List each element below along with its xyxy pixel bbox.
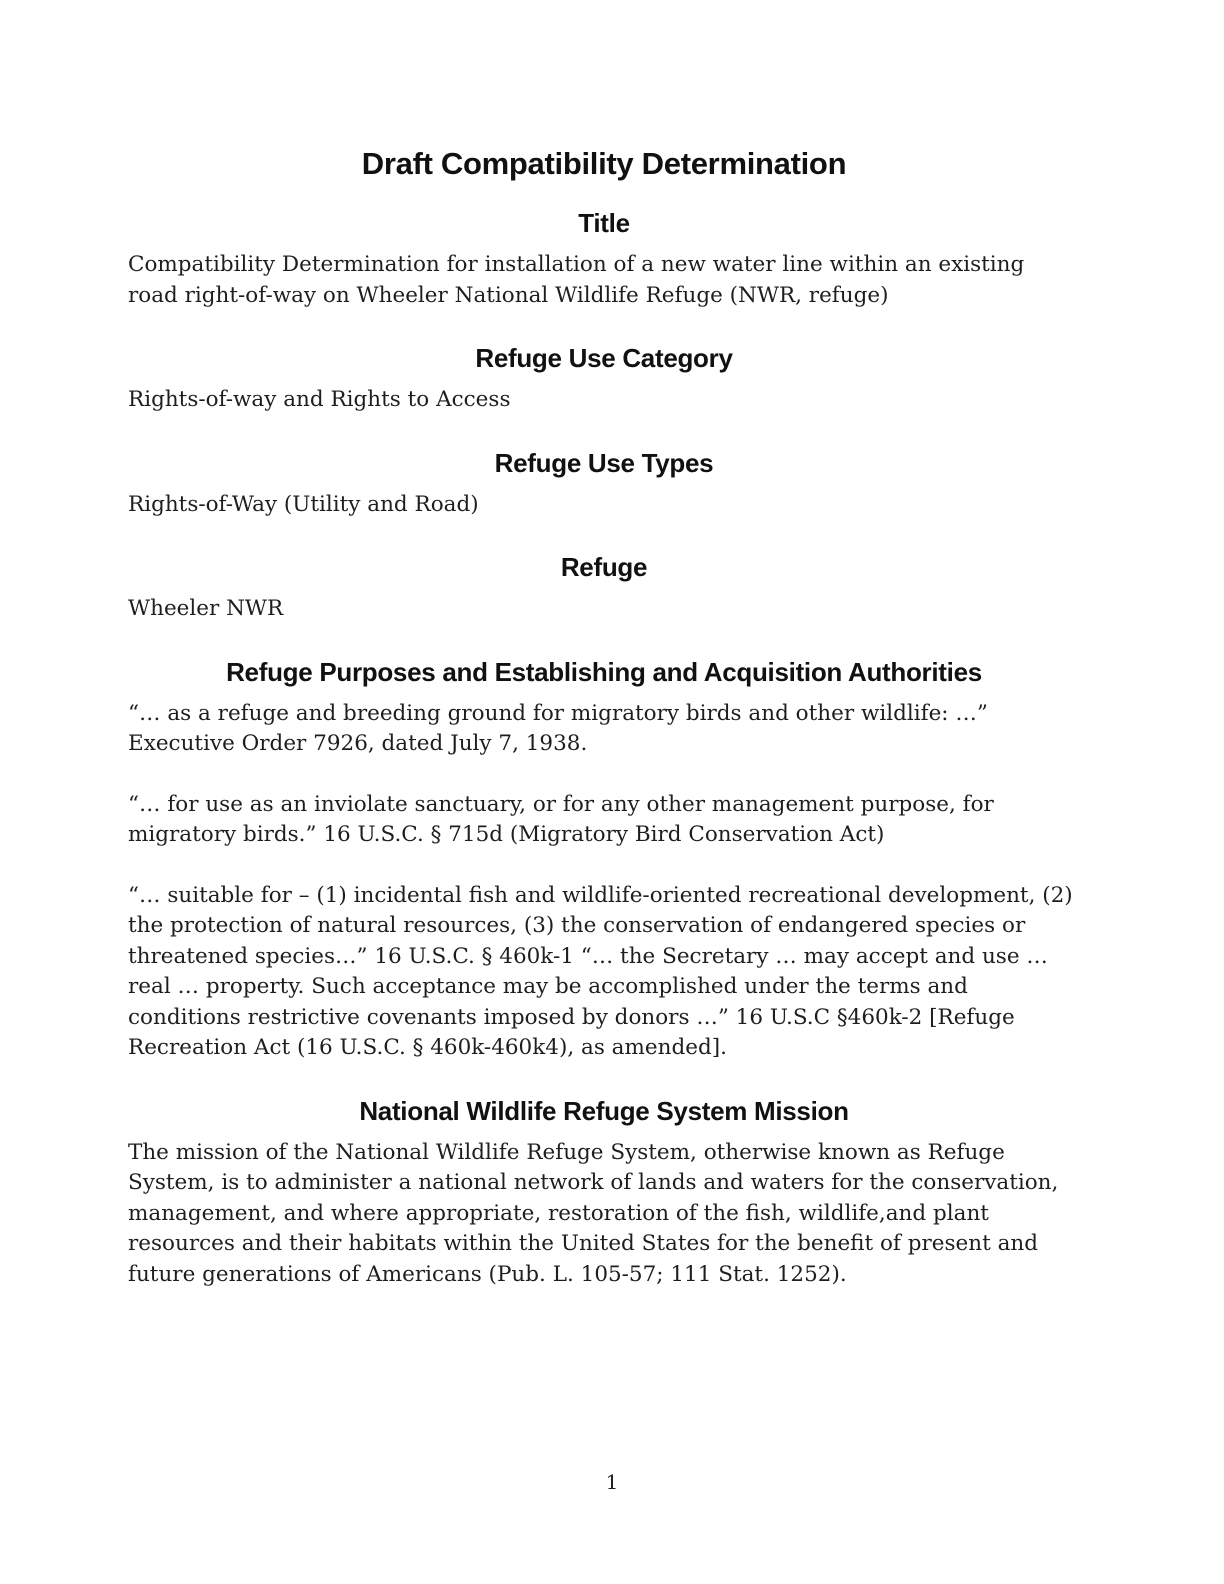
section-heading: Refuge [560,552,648,582]
section-paragraph: Wheeler NWR [128,596,284,621]
section-heading: Title [578,208,630,238]
section-heading: Refuge Use Category [475,343,733,373]
section-paragraph: “… suitable for – (1) incidental fish and wildlife-oriented recreational development, (2) the protection of natural resources, (3) the conservation of endangered species or threatened species…” 16 U.S.C. § 460k-1 “… the Secretary … may accept and use …real … property. Such acceptance may be accomplished under the terms and conditions restrictive covenants imposed by donors …” 16 U.S.C §460k-2 [Refuge Recreation Act (16 U.S.C. § 460k-460k4), as amended]. [128,882,1073,1060]
section-heading: National Wildlife Refuge System Mission [359,1095,849,1126]
section-paragraph: The mission of the National Wildlife Refuge System, otherwise known as Refuge System, is to administer a national network of lands and waters for the conservation, management, and where appropriate, restoration of the fish, wildlife,and plant resources and their habitats within the United States for the benefit of present and future generations of Americans (Pub. L. 105-57; 111 Stat. 1252). [128,1139,1059,1287]
section-paragraph: Rights-of-way and Rights to Access [128,387,511,412]
document-page [128,142,1080,1320]
section-paragraph: “… for use as an inviolate sanctuary, or for any other management purpose, for migratory birds.” 16 U.S.C. § 715d (Migratory Bird Conservation Act) [128,791,994,847]
section-refuge-use-category [128,341,1080,416]
page-number: 1 [605,1470,619,1494]
section-heading: Refuge Use Types [494,447,714,478]
section-refuge-purposes [128,655,1080,1064]
section-title [128,206,1080,311]
section-paragraph: “… as a refuge and breeding ground for migratory birds and other wildlife: …” Executive Order 7926, dated July 7, 1938. [128,700,988,756]
section-refuge [128,550,1080,625]
document-title: Draft Compatibility Determination [361,146,847,181]
section-heading: Refuge Purposes and Establishing and Acquisition Authorities [226,656,982,687]
section-nwrs-mission [128,1094,1080,1291]
section-refuge-use-types [128,446,1080,521]
section-paragraph: Rights-of-Way (Utility and Road) [128,491,479,517]
section-paragraph: Compatibility Determination for installation of a new water line within an existing road right-of-way on Wheeler National Wildlife Refuge (NWR, refuge) [128,252,1025,308]
